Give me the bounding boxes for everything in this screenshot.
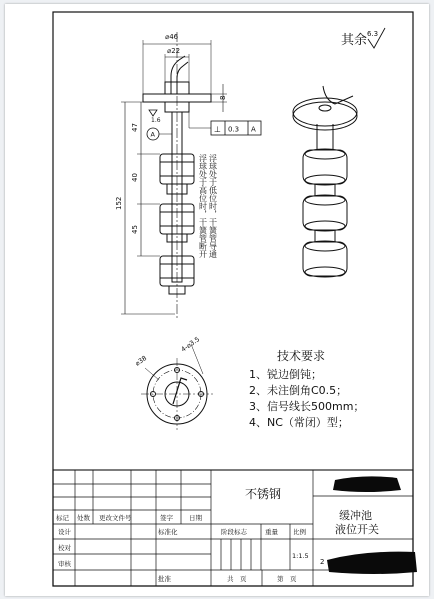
top-view [141,344,213,430]
scale-label: 比例 [293,528,306,536]
roughness-top-value: 1.6 [151,117,161,124]
requirement-3: 3、信号线长500mm； [249,400,365,413]
iso-cable [323,86,353,104]
drawing-canvas [5,4,429,596]
approve-label: 批准 [158,575,171,583]
header-date: 日期 [189,514,202,522]
sheet-number: 第 页 [277,575,297,583]
header-count: 处数 [77,514,90,522]
stage-mark-label: 阶段标志 [221,528,247,536]
header-signature: 签字 [160,514,173,522]
scale-value: 1:1.5 [292,552,309,560]
requirements-title: 技术要求 [277,349,326,363]
iso-float-2 [303,196,347,230]
part-name-line2: 液位开关 [335,523,379,536]
side-note-low: 浮球处于低位时，干簧管导通 [208,154,218,258]
standardize-label: 标准化 [158,528,178,536]
dim-47: 47 [131,123,139,132]
row-review: 审核 [58,560,71,568]
row-design: 设计 [58,528,71,536]
row-check: 校对 [58,544,71,552]
redaction-top [333,476,401,492]
surface-note: 其余 [341,33,368,48]
iso-float-1 [303,150,347,184]
dim-152: 152 [115,196,123,210]
redaction-bottom [327,552,417,574]
sheet-border [53,12,413,586]
cable [171,56,185,94]
requirement-4: 4、NC（常闭）型； [249,416,349,429]
perp-value: 0.3 [228,125,240,134]
dim-40: 40 [131,173,139,182]
dim-thickness: 8 [219,95,227,100]
header-mark: 标记 [56,514,69,522]
requirement-2: 2、未注倒角C0.5； [249,384,348,397]
roughness-marker [149,110,157,116]
roughness-value: 6.3 [367,30,379,38]
total-sheets: 共 页 [227,575,247,583]
requirement-1: 1、锐边倒钝； [249,368,322,381]
side-note-high: 浮球处于高位时，干簧管断开 [198,154,208,258]
isometric-view [293,86,357,277]
weight-label: 重量 [265,528,278,536]
perp-datum: A [251,125,256,134]
drawing-number-prefix: 2 [320,558,325,566]
dim-bottom-outer: ⌀38 [133,354,149,368]
perp-symbol: ⊥ [214,125,221,134]
material: 不锈钢 [245,487,282,501]
part-name-line1: 缓冲池 [339,509,372,522]
datum-a-label: A [150,130,155,139]
dim-outer-dia: ⌀46 [165,33,179,41]
dim-inner-dia: ⌀22 [167,47,181,55]
dim-bottom-holes: 4-⌀3.5 [179,335,202,354]
iso-float-3 [303,242,347,276]
drawing-sheet [5,4,429,596]
header-change-doc: 更改文件号 [99,514,132,522]
front-view [121,32,261,320]
dim-45: 45 [131,225,139,234]
